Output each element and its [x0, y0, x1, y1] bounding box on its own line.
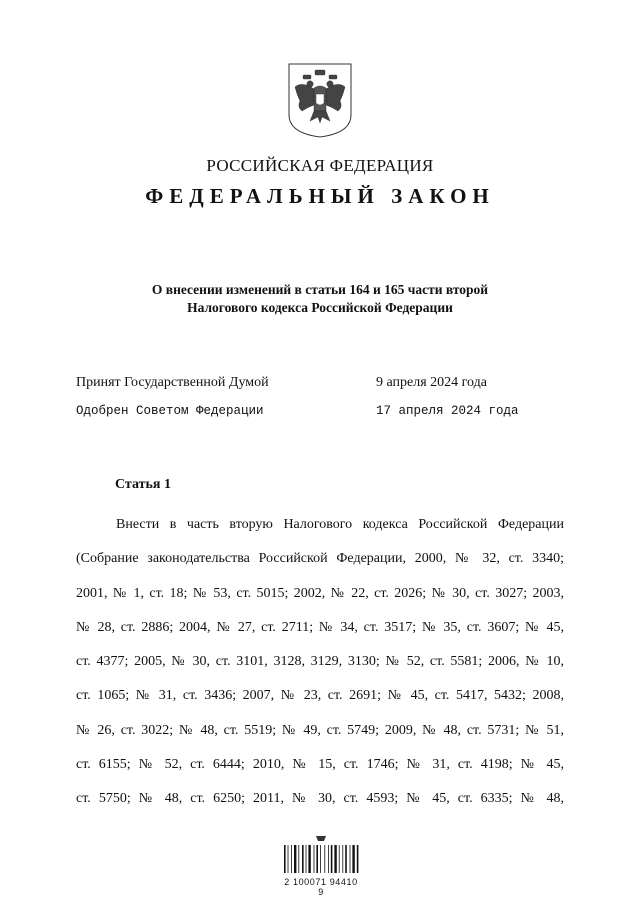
body-line: № 26, ст. 3022; № 48, ст. 5519; № 49, ст. 5749; 2009, № 48, ст. 5731; № 51, [76, 722, 564, 738]
barcode [282, 835, 360, 897]
body-line: ст. 4377; 2005, № 30, ст. 3101, 3128, 3129, 3130; № 52, ст. 5581; 2006, № 10, [76, 654, 564, 670]
body-line: (Собрание законодательства Российской Федерации, 2000, № 32, ст. 3340; [76, 551, 564, 567]
barcode-number: 2 100071 94410 9 [284, 877, 358, 897]
body-line: ст. 6155; № 52, ст. 6444; 2010, № 15, ст. 1746; № 31, ст. 4198; № 45, [76, 757, 564, 773]
body-line: ст. 5750; № 48, ст. 6250; 2011, № 30, ст. 4593; № 45, ст. 6335; № 48, [76, 791, 564, 807]
adoption-label: Принят Государственной Думой [76, 375, 269, 390]
barcode-icon [282, 835, 360, 875]
body-line: № 28, ст. 2886; 2004, № 27, ст. 2711; № 34, ст. 3517; № 35, ст. 3607; № 45, [76, 619, 564, 635]
adoption-label: Одобрен Советом Федерации [76, 404, 264, 418]
body-line: 2001, № 1, ст. 18; № 53, ст. 5015; 2002, № 22, ст. 2026; № 30, ст. 3027; 2003, [76, 585, 564, 601]
article-body [76, 508, 564, 817]
law-subject-line-1: О внесении изменений в статьи 164 и 165 части второй [151, 282, 489, 297]
coat-of-arms-icon [288, 63, 352, 138]
law-subject [0, 281, 640, 317]
body-line: Внести в часть вторую Налогового кодекса Российской Федерации [116, 517, 564, 532]
law-subject-line-2: Налогового кодекса Российской Федерации [187, 300, 453, 315]
document-type-title: ФЕДЕРАЛЬНЫЙ ЗАКОН [145, 184, 495, 208]
article-heading: Статья 1 [115, 477, 171, 492]
state-name: РОССИЙСКАЯ ФЕДЕРАЦИЯ [206, 156, 434, 175]
adoption-date: 17 апреля 2024 года [376, 404, 519, 418]
body-line: ст. 1065; № 31, ст. 3436; 2007, № 23, ст. 2691; № 45, ст. 5417, 5432; 2008, [76, 688, 564, 704]
adoption-date: 9 апреля 2024 года [376, 375, 487, 390]
